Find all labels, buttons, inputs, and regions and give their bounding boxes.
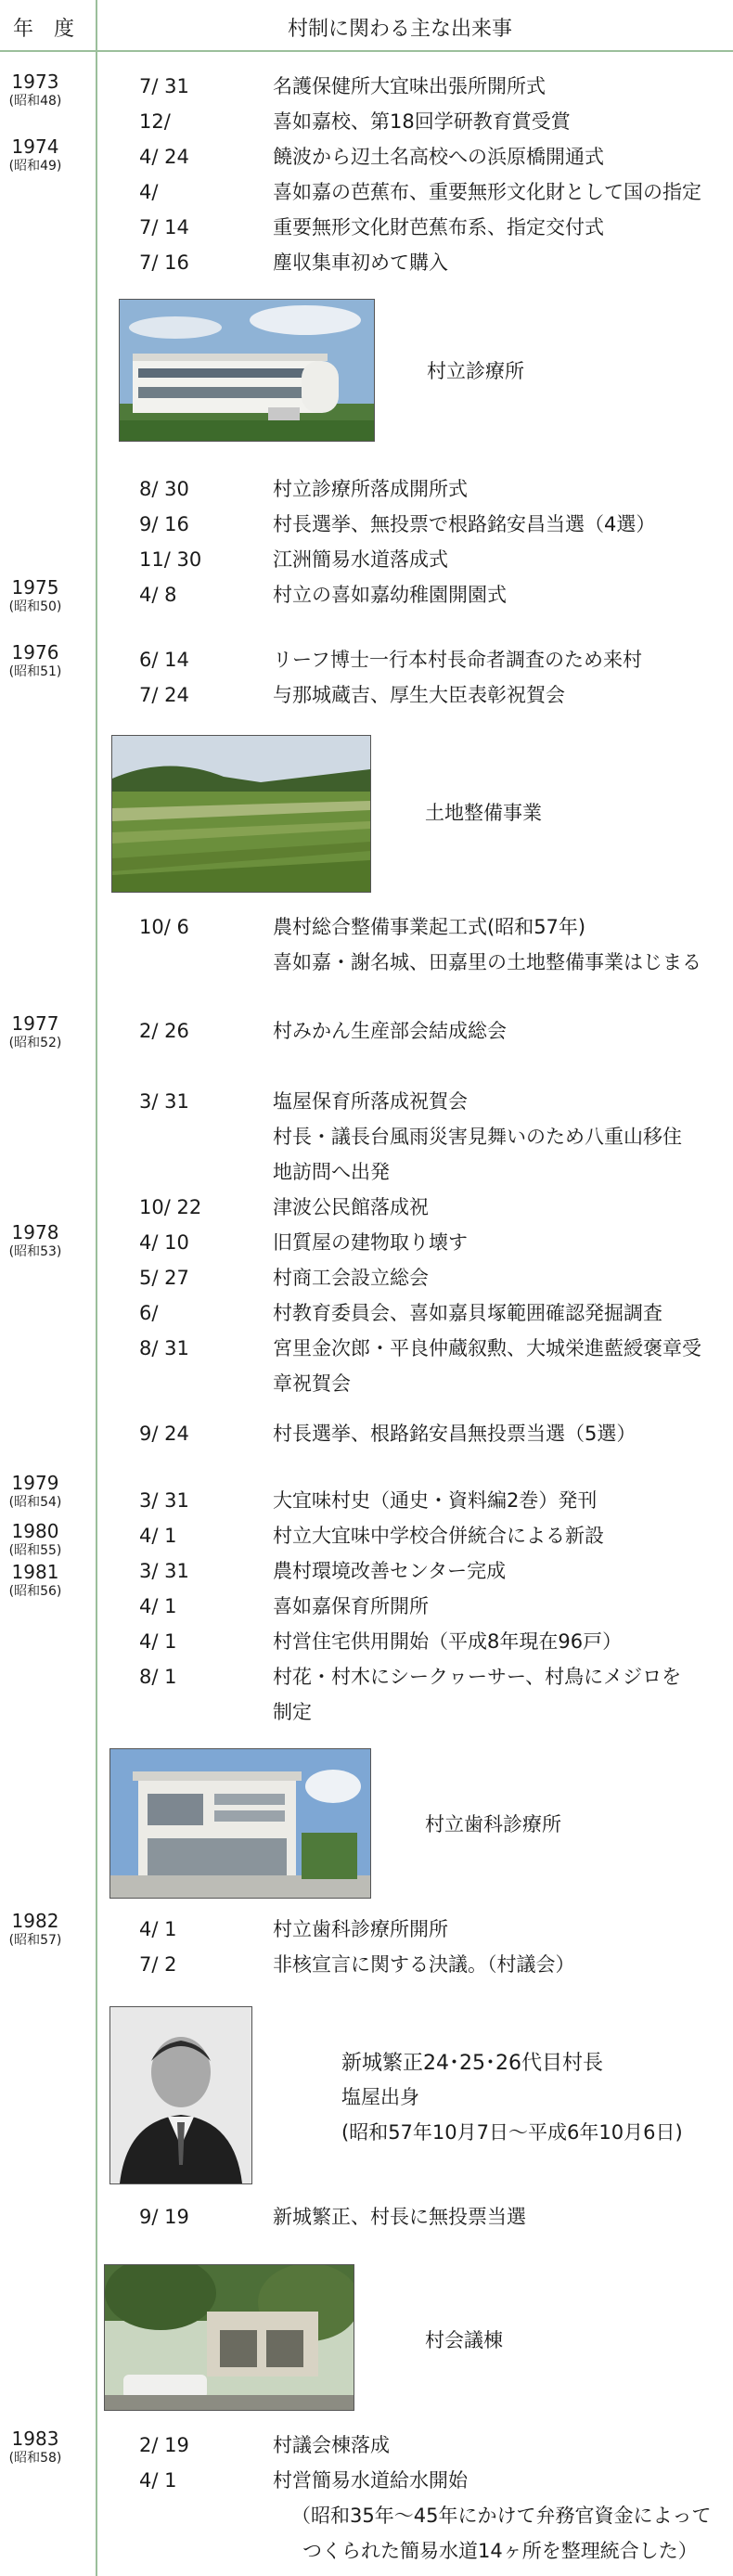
clinic-photo <box>119 299 375 442</box>
mayor-name: 新城繁正24･25･26代目村長 <box>341 2052 603 2075</box>
year-1978: 1978 (昭和53) <box>8 1221 62 1259</box>
dental-clinic-photo <box>109 1748 371 1899</box>
dental-clinic-caption: 村立歯科診療所 <box>425 1813 561 1835</box>
mayor-origin: 塩屋出身 <box>341 2086 419 2108</box>
year-column-header: 年 度 <box>13 18 75 41</box>
year-1982: 1982 (昭和57) <box>8 1910 62 1948</box>
header-underline <box>0 50 733 52</box>
year-1974: 1974 (昭和49) <box>8 135 62 174</box>
year-1976: 1976 (昭和51) <box>8 641 62 679</box>
events-column-header: 村制に関わる主な出来事 <box>288 18 513 41</box>
column-divider <box>96 0 97 2576</box>
land-improvement-caption: 土地整備事業 <box>425 802 542 824</box>
year-1980: 1980 (昭和55) <box>8 1520 62 1558</box>
year-1983: 1983 (昭和58) <box>8 2428 62 2466</box>
assembly-building-photo <box>104 2264 354 2411</box>
land-improvement-photo <box>111 735 371 893</box>
mayor-portrait-photo <box>109 2006 252 2184</box>
year-1975: 1975 (昭和50) <box>8 576 62 614</box>
year-1979: 1979 (昭和54) <box>8 1472 62 1510</box>
year-1973: 1973 (昭和48) <box>8 71 62 109</box>
mayor-term: (昭和57年10月7日～平成6年10月6日) <box>341 2121 683 2144</box>
assembly-building-caption: 村会議棟 <box>425 2329 503 2351</box>
clinic-caption: 村立診療所 <box>427 360 524 382</box>
year-1981: 1981 (昭和56) <box>8 1561 62 1599</box>
year-1977: 1977 (昭和52) <box>8 1012 62 1050</box>
